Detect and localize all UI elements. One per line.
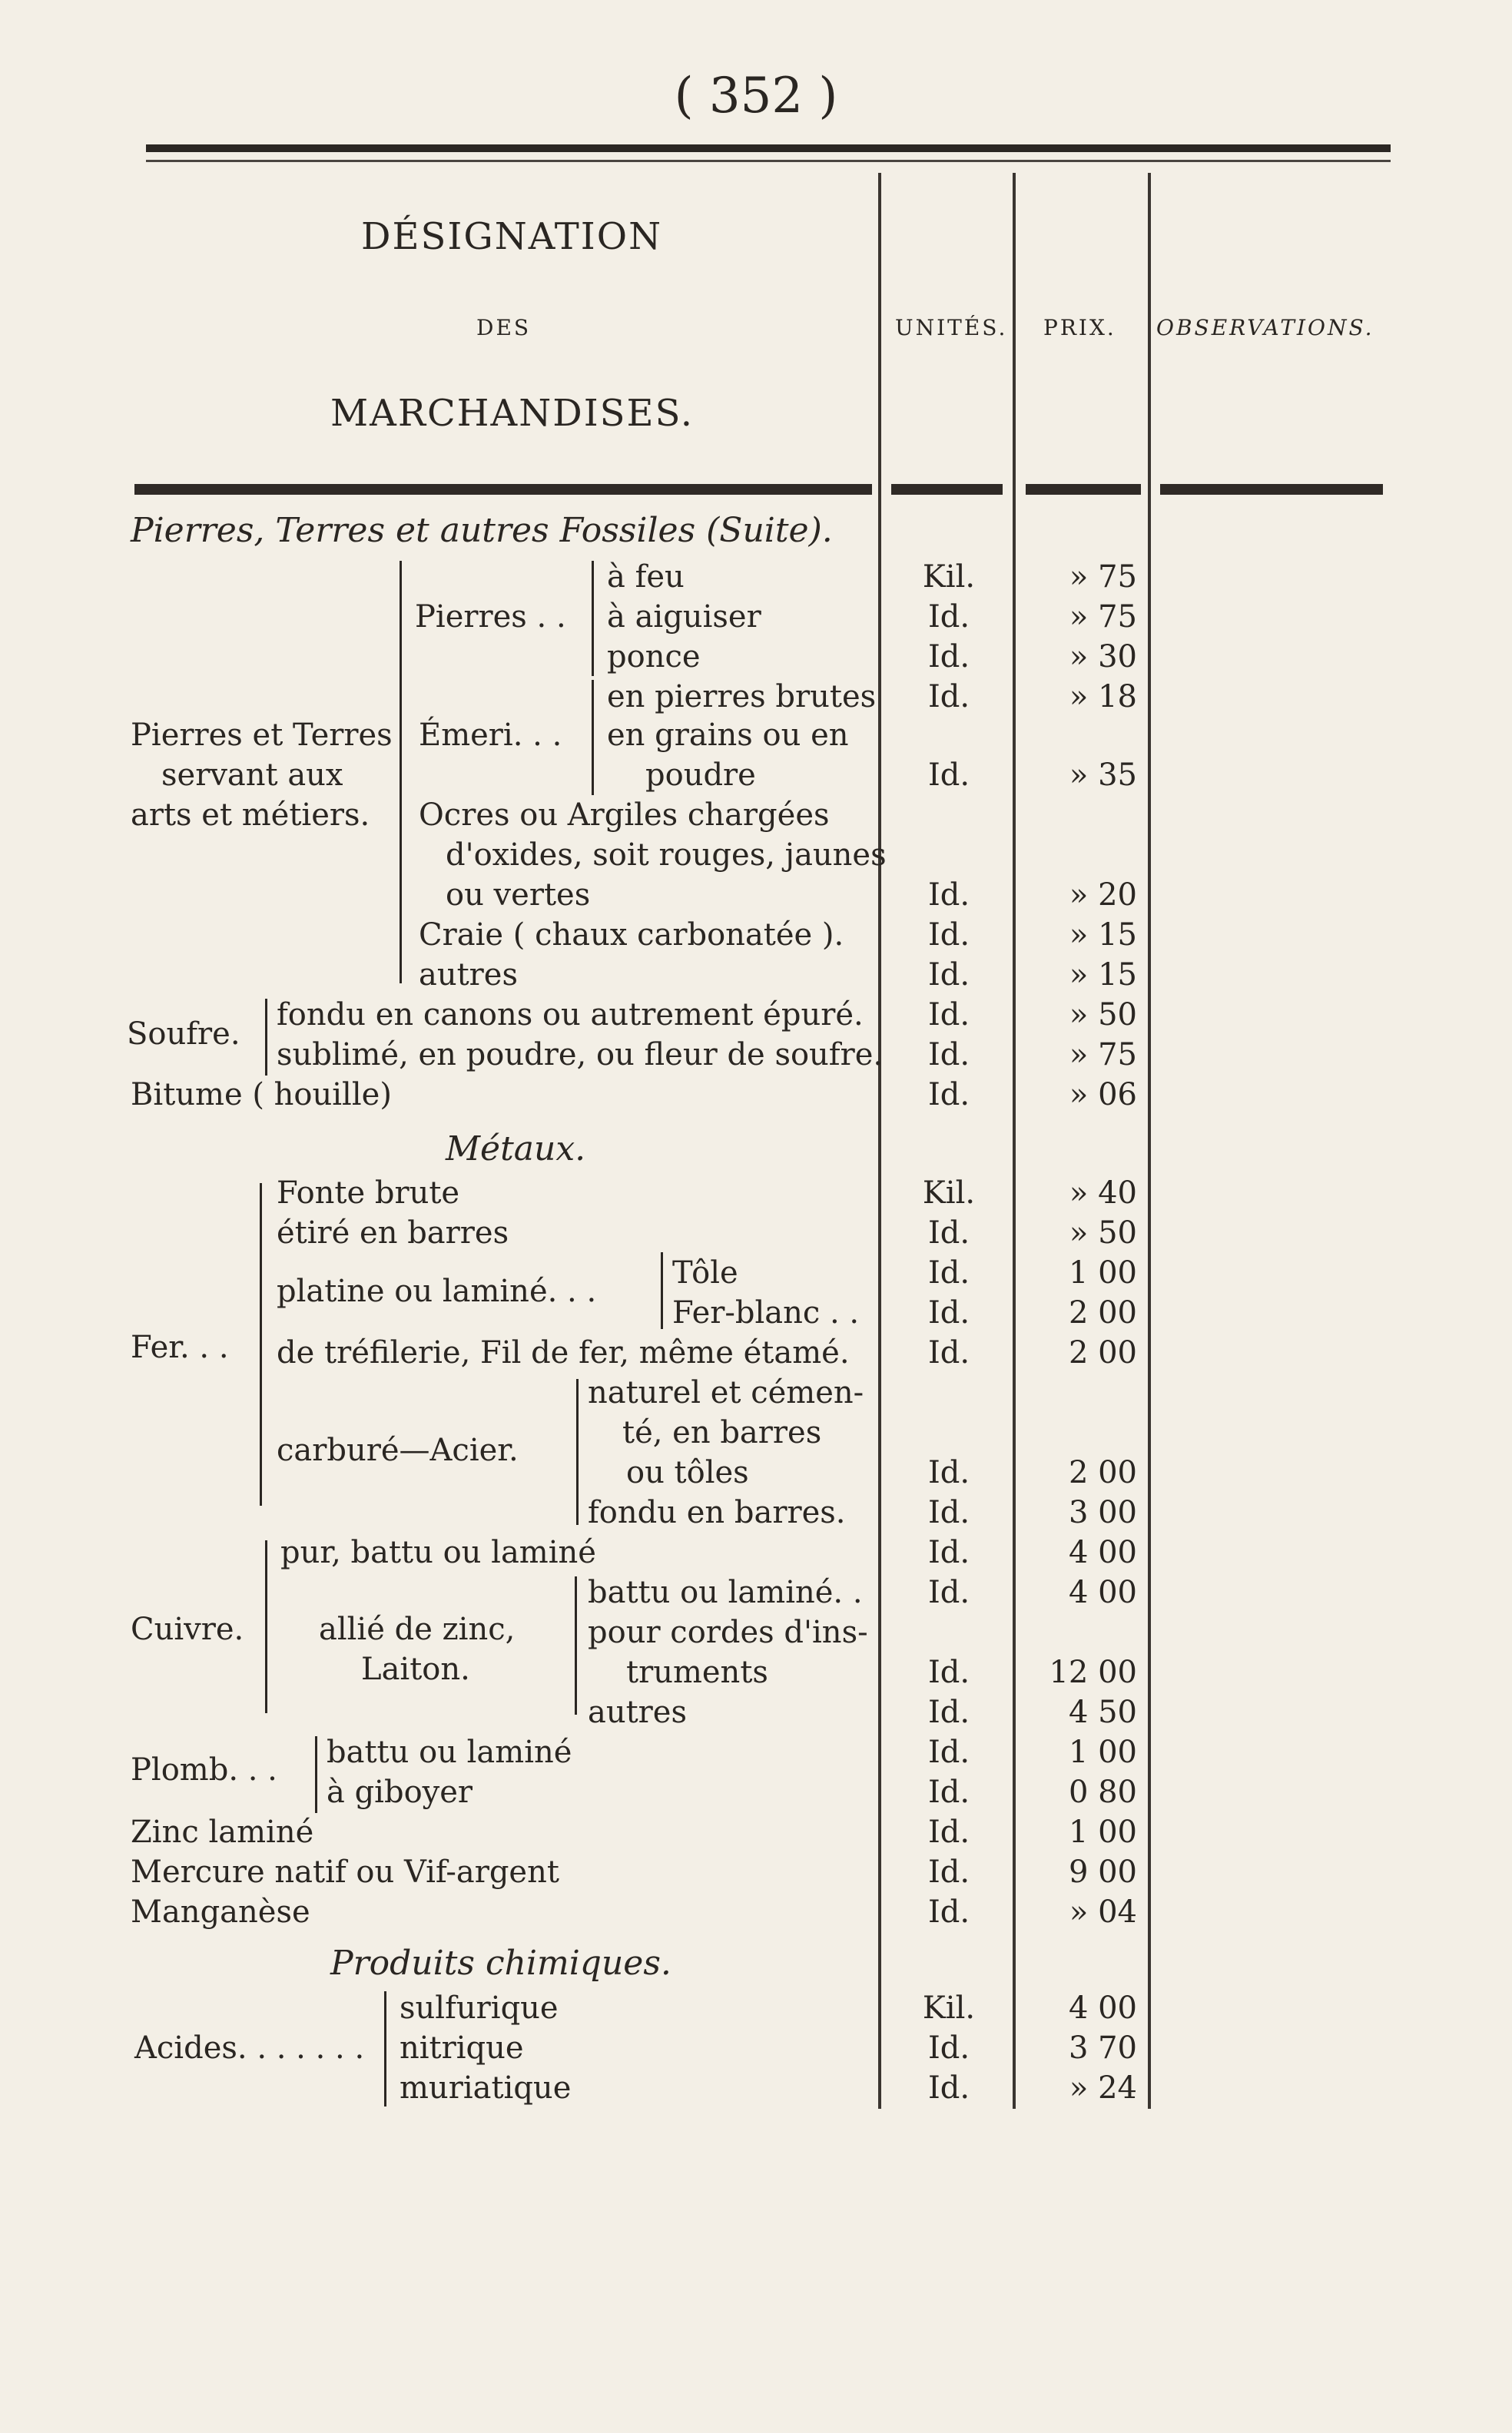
row-text: Fer-blanc . . [672,1295,860,1331]
row-text: Zinc laminé [131,1815,314,1850]
brace-pierres [592,561,594,676]
brace-emeri [592,680,594,795]
row-price: » 20 [1069,877,1137,913]
row-unit: Id. [927,1735,970,1770]
row-text: battu ou laminé [327,1735,572,1770]
row-price: 4 00 [1068,1990,1137,2026]
label-platine: platine ou laminé. . . [277,1274,597,1309]
label-soufre: Soufre. [127,1016,240,1052]
label-acides: Acides. . . . . . . [134,2030,365,2066]
row-price: 2 00 [1068,1455,1137,1490]
row-text: poudre [645,757,756,793]
row-price: 4 00 [1068,1575,1137,1610]
row-unit: Id. [927,1037,970,1072]
row-text: Manganèse [131,1894,310,1930]
row-unit: Id. [927,1215,970,1251]
brace-cuivre [265,1540,267,1713]
row-price: 3 70 [1068,2030,1137,2066]
row-text: battu ou laminé. . [588,1575,863,1610]
row-price: 9 00 [1068,1855,1137,1890]
allie-line-2: Laiton. [361,1652,470,1687]
row-text: fondu en canons ou autrement épuré. [277,997,864,1033]
row-text: étiré en barres [277,1215,509,1251]
row-unit: Id. [927,1894,970,1930]
row-text: Mercure natif ou Vif-argent [131,1855,559,1890]
row-price: 2 00 [1068,1335,1137,1371]
row-price: » 30 [1069,639,1137,675]
row-price: 4 00 [1068,1535,1137,1570]
ocres-line-2: d'oxides, soit rouges, jaunes [446,837,887,873]
row-price: 1 00 [1068,1255,1137,1291]
row-unit: Id. [927,1575,970,1610]
row-text: sublimé, en poudre, ou fleur de soufre. [277,1037,884,1072]
row-unit: Id. [927,679,970,714]
label-fer: Fer. . . [131,1330,229,1365]
row-unit: Id. [927,1495,970,1530]
row-price: » 06 [1069,1077,1137,1112]
section-title-pierres: Pierres, Terres et autres Fossiles (Suite). [131,511,833,550]
row-unit: Id. [927,957,970,993]
row-unit: Id. [927,757,970,793]
row-price: » 50 [1069,1215,1137,1251]
allie-line-1: allié de zinc, [319,1612,516,1647]
row-text: muriatique [400,2070,572,2106]
row-unit: Id. [927,1535,970,1570]
row-text: à giboyer [327,1775,473,1810]
brace-platine [661,1252,663,1329]
header-observations: OBSERVATIONS. [1156,315,1374,340]
row-unit: Id. [927,1455,970,1490]
row-unit: Kil. [922,1175,976,1211]
row-text: Bitume ( houille) [131,1077,392,1112]
brace-fer [260,1183,262,1506]
label-pierres: Pierres . . [415,599,566,635]
row-text: Tôle [672,1255,738,1291]
label-plomb: Plomb. . . [131,1752,277,1788]
row-text: sulfurique [400,1990,559,2026]
row-price: » 40 [1069,1175,1137,1211]
row-price: » 18 [1069,679,1137,714]
row-price: » 75 [1069,1037,1137,1072]
group-label-pierres-terres-1: Pierres et Terres [131,718,393,753]
group-label-pierres-terres-2: servant aux [161,757,343,793]
row-unit: Id. [927,1077,970,1112]
row-text: pur, battu ou laminé [280,1535,596,1570]
row-text: en grains ou en [607,718,849,753]
row-unit: Id. [927,1815,970,1850]
row-text: autres [419,957,519,993]
row-text: à feu [607,559,685,595]
brace-carbure [576,1379,579,1525]
brace-allie [575,1576,577,1715]
row-unit: Id. [927,1295,970,1331]
label-emeri: Émeri. . . [419,718,562,753]
row-text: truments [626,1655,768,1690]
row-text: nitrique [400,2030,524,2066]
row-unit: Id. [927,1655,970,1690]
label-carbure: carburé—Acier. [277,1433,519,1468]
column-divider-1 [878,173,881,2109]
label-cuivre: Cuivre. [131,1612,244,1647]
row-unit: Id. [927,2030,970,2066]
top-rule-thin [146,160,1391,162]
top-rule [146,144,1391,152]
brace-soufre [265,999,267,1076]
header-rule-2 [891,484,1003,495]
header-rule-3 [1026,484,1141,495]
row-unit: Id. [927,599,970,635]
row-unit: Id. [927,917,970,953]
ocres-line-1: Ocres ou Argiles chargées [419,797,830,833]
row-unit: Kil. [922,1990,976,2026]
section-title-produits: Produits chimiques. [330,1944,671,1983]
row-text: ponce [607,639,701,675]
allie-line-3: pour cordes d'ins- [588,1615,868,1650]
header-units: UNITÉS. [895,315,1008,340]
row-price: » 15 [1069,957,1137,993]
row-unit: Id. [927,1775,970,1810]
naturel-line-2: té, en barres [622,1415,822,1450]
row-unit: Id. [927,1855,970,1890]
row-unit: Id. [927,997,970,1033]
row-price: » 35 [1069,757,1137,793]
column-divider-3 [1148,173,1151,2109]
row-unit: Id. [927,877,970,913]
row-unit: Id. [927,639,970,675]
row-price: » 24 [1069,2070,1137,2106]
row-unit: Id. [927,1695,970,1730]
row-text: Fonte brute [277,1175,460,1211]
row-unit: Id. [927,1335,970,1371]
row-price: » 75 [1069,559,1137,595]
row-price: » 15 [1069,917,1137,953]
group-brace-pierres-terres [400,561,402,983]
header-designation-2: DES [476,315,532,340]
row-text: ou tôles [626,1455,749,1490]
header-price: PRIX. [1043,315,1116,340]
row-text: à aiguiser [607,599,761,635]
row-price: 2 00 [1068,1295,1137,1331]
header-rule-4 [1160,484,1383,495]
header-designation-1: DÉSIGNATION [361,215,663,258]
row-unit: Id. [927,1255,970,1291]
row-price: » 04 [1069,1894,1137,1930]
row-text: fondu en barres. [588,1495,846,1530]
header-designation-3: MARCHANDISES. [330,392,694,435]
row-unit: Kil. [922,559,976,595]
header-rule-1 [134,484,872,495]
brace-plomb [315,1736,317,1813]
row-price: » 50 [1069,997,1137,1033]
row-price: 1 00 [1068,1815,1137,1850]
brace-acides [384,1991,386,2107]
row-unit: Id. [927,2070,970,2106]
row-text: autres [588,1695,688,1730]
row-text: de tréfilerie, Fil de fer, même étamé. [277,1335,850,1371]
group-label-pierres-terres-3: arts et métiers. [131,797,370,833]
row-text: ou vertes [446,877,591,913]
naturel-line-1: naturel et cémen- [588,1375,864,1410]
row-text: Craie ( chaux carbonatée ). [419,917,844,953]
row-price: » 75 [1069,599,1137,635]
row-price: 3 00 [1068,1495,1137,1530]
row-price: 1 00 [1068,1735,1137,1770]
section-title-metaux: Métaux. [446,1129,586,1168]
row-price: 4 50 [1068,1695,1137,1730]
row-text: en pierres brutes [607,679,877,714]
row-price: 12 00 [1049,1655,1137,1690]
row-price: 0 80 [1068,1775,1137,1810]
page-number: ( 352 ) [674,68,838,124]
